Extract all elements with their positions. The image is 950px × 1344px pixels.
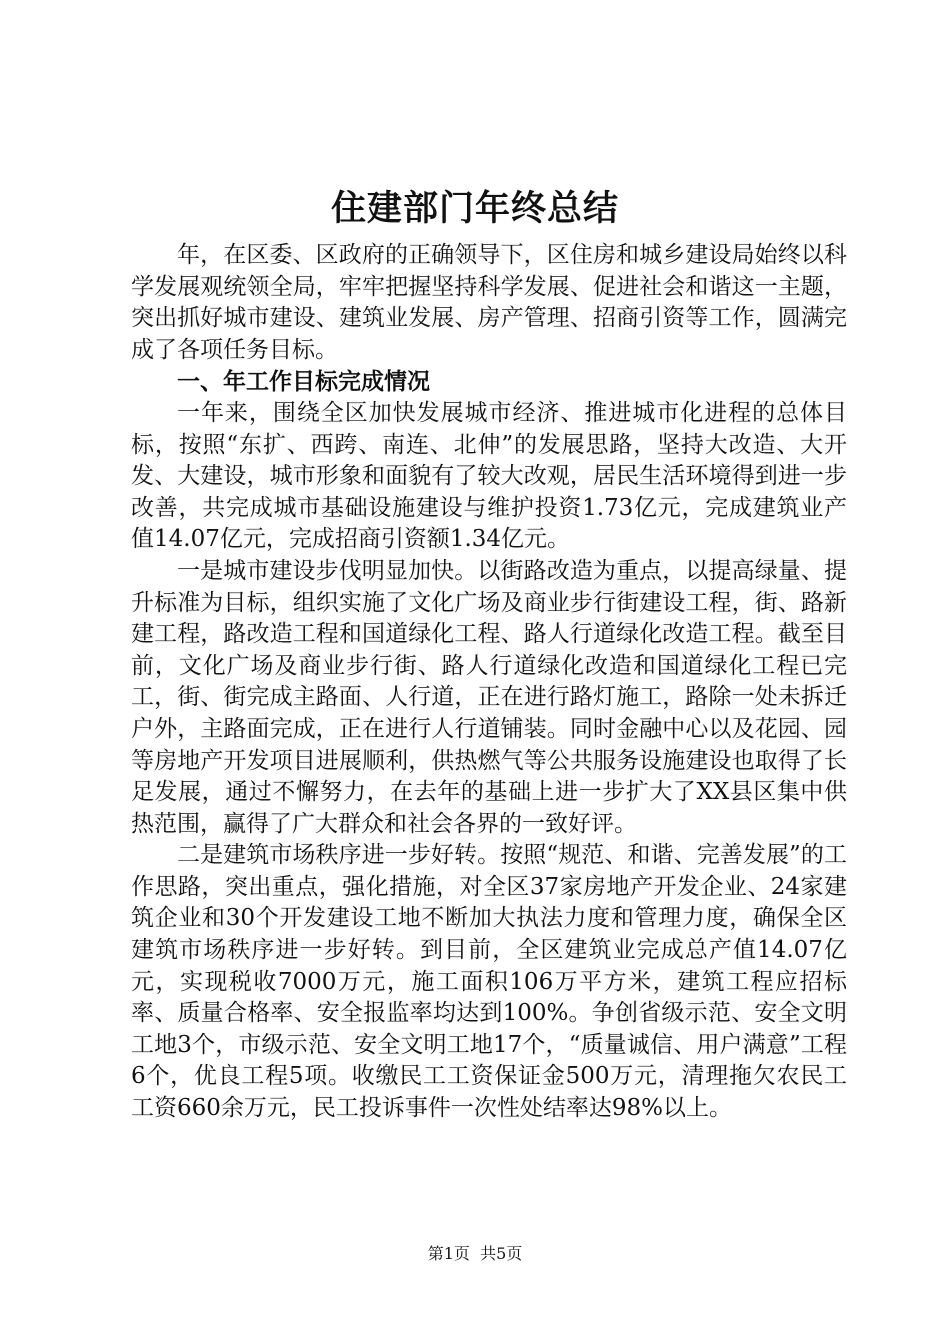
paragraph-building-market: 二是建筑市场秩序进一步好转。按照“规范、和谐、完善发展”的工作思路，突出重点，强化措施，对全区37家房地产开发企业、24家建筑企业和30个开发建设工地不断加大执法力度和管理力度，确保全区建筑市场秩序进一步好转。到目前，全区建筑业完成总产值14.07亿元，实现税收7000万元，施工面积106万平方米，建筑工程应招标率、质量合格率、安全报监率均达到100%。争创省级示范、安全文明工地3个，市级示范、安全文明工地17个，“质量诚信、用户满意”工程6个，优良工程5项。收缴民工工资保证金500万元，清理拖欠农民工工资660余万元，民工投诉事件一次性处结率达98%以上。 xyxy=(131,842,847,1122)
section-heading: 一、年工作目标完成情况 xyxy=(177,368,430,396)
page-number-label: 第1页 共5页 xyxy=(427,1244,523,1263)
paragraph-intro: 年，在区委、区政府的正确领导下，区住房和城乡建设局始终以科学发展观统领全局，牢牢把握坚持科学发展、促进社会和谐这一主题，突出抓好城市建设、建筑业发展、房产管理、招商引资等工作，圆满完成了各项任务目标。 xyxy=(131,242,847,363)
document-title: 住建部门年终总结 xyxy=(330,188,619,229)
page-footer xyxy=(0,1243,950,1265)
paragraph-urban-construction: 一是城市建设步伐明显加快。以街路改造为重点，以提高绿量、提升标准为目标，组织实施了文化广场及商业步行街建设工程，街、路新建工程，路改造工程和国道绿化工程、路人行道绿化改造工程。截至目前，文化广场及商业步行街、路人行道绿化改造和国道绿化工程已完工，街、街完成主路面、人行道，正在进行路灯施工，路除一处未拆迁户外，主路面完成，正在进行人行道铺装。同时金融中心以及花园、园等房地产开发项目进展顺利，供热燃气等公共服务设施建设也取得了长足发展，通过不懈努力，在去年的基础上进一步扩大了XX县区集中供热范围，赢得了广大群众和社会各界的一致好评。 xyxy=(131,557,847,837)
paragraph-overview: 一年来，围绕全区加快发展城市经济、推进城市化进程的总体目标，按照“东扩、西跨、南连、北伸”的发展思路，坚持大改造、大开发、大建设，城市形象和面貌有了较大改观，居民生活环境得到进一步改善，共完成城市基础设施建设与维护投资1.73亿元，完成建筑业产值14.07亿元，完成招商引资额1.34亿元。 xyxy=(131,399,847,553)
document-body xyxy=(131,240,847,1125)
